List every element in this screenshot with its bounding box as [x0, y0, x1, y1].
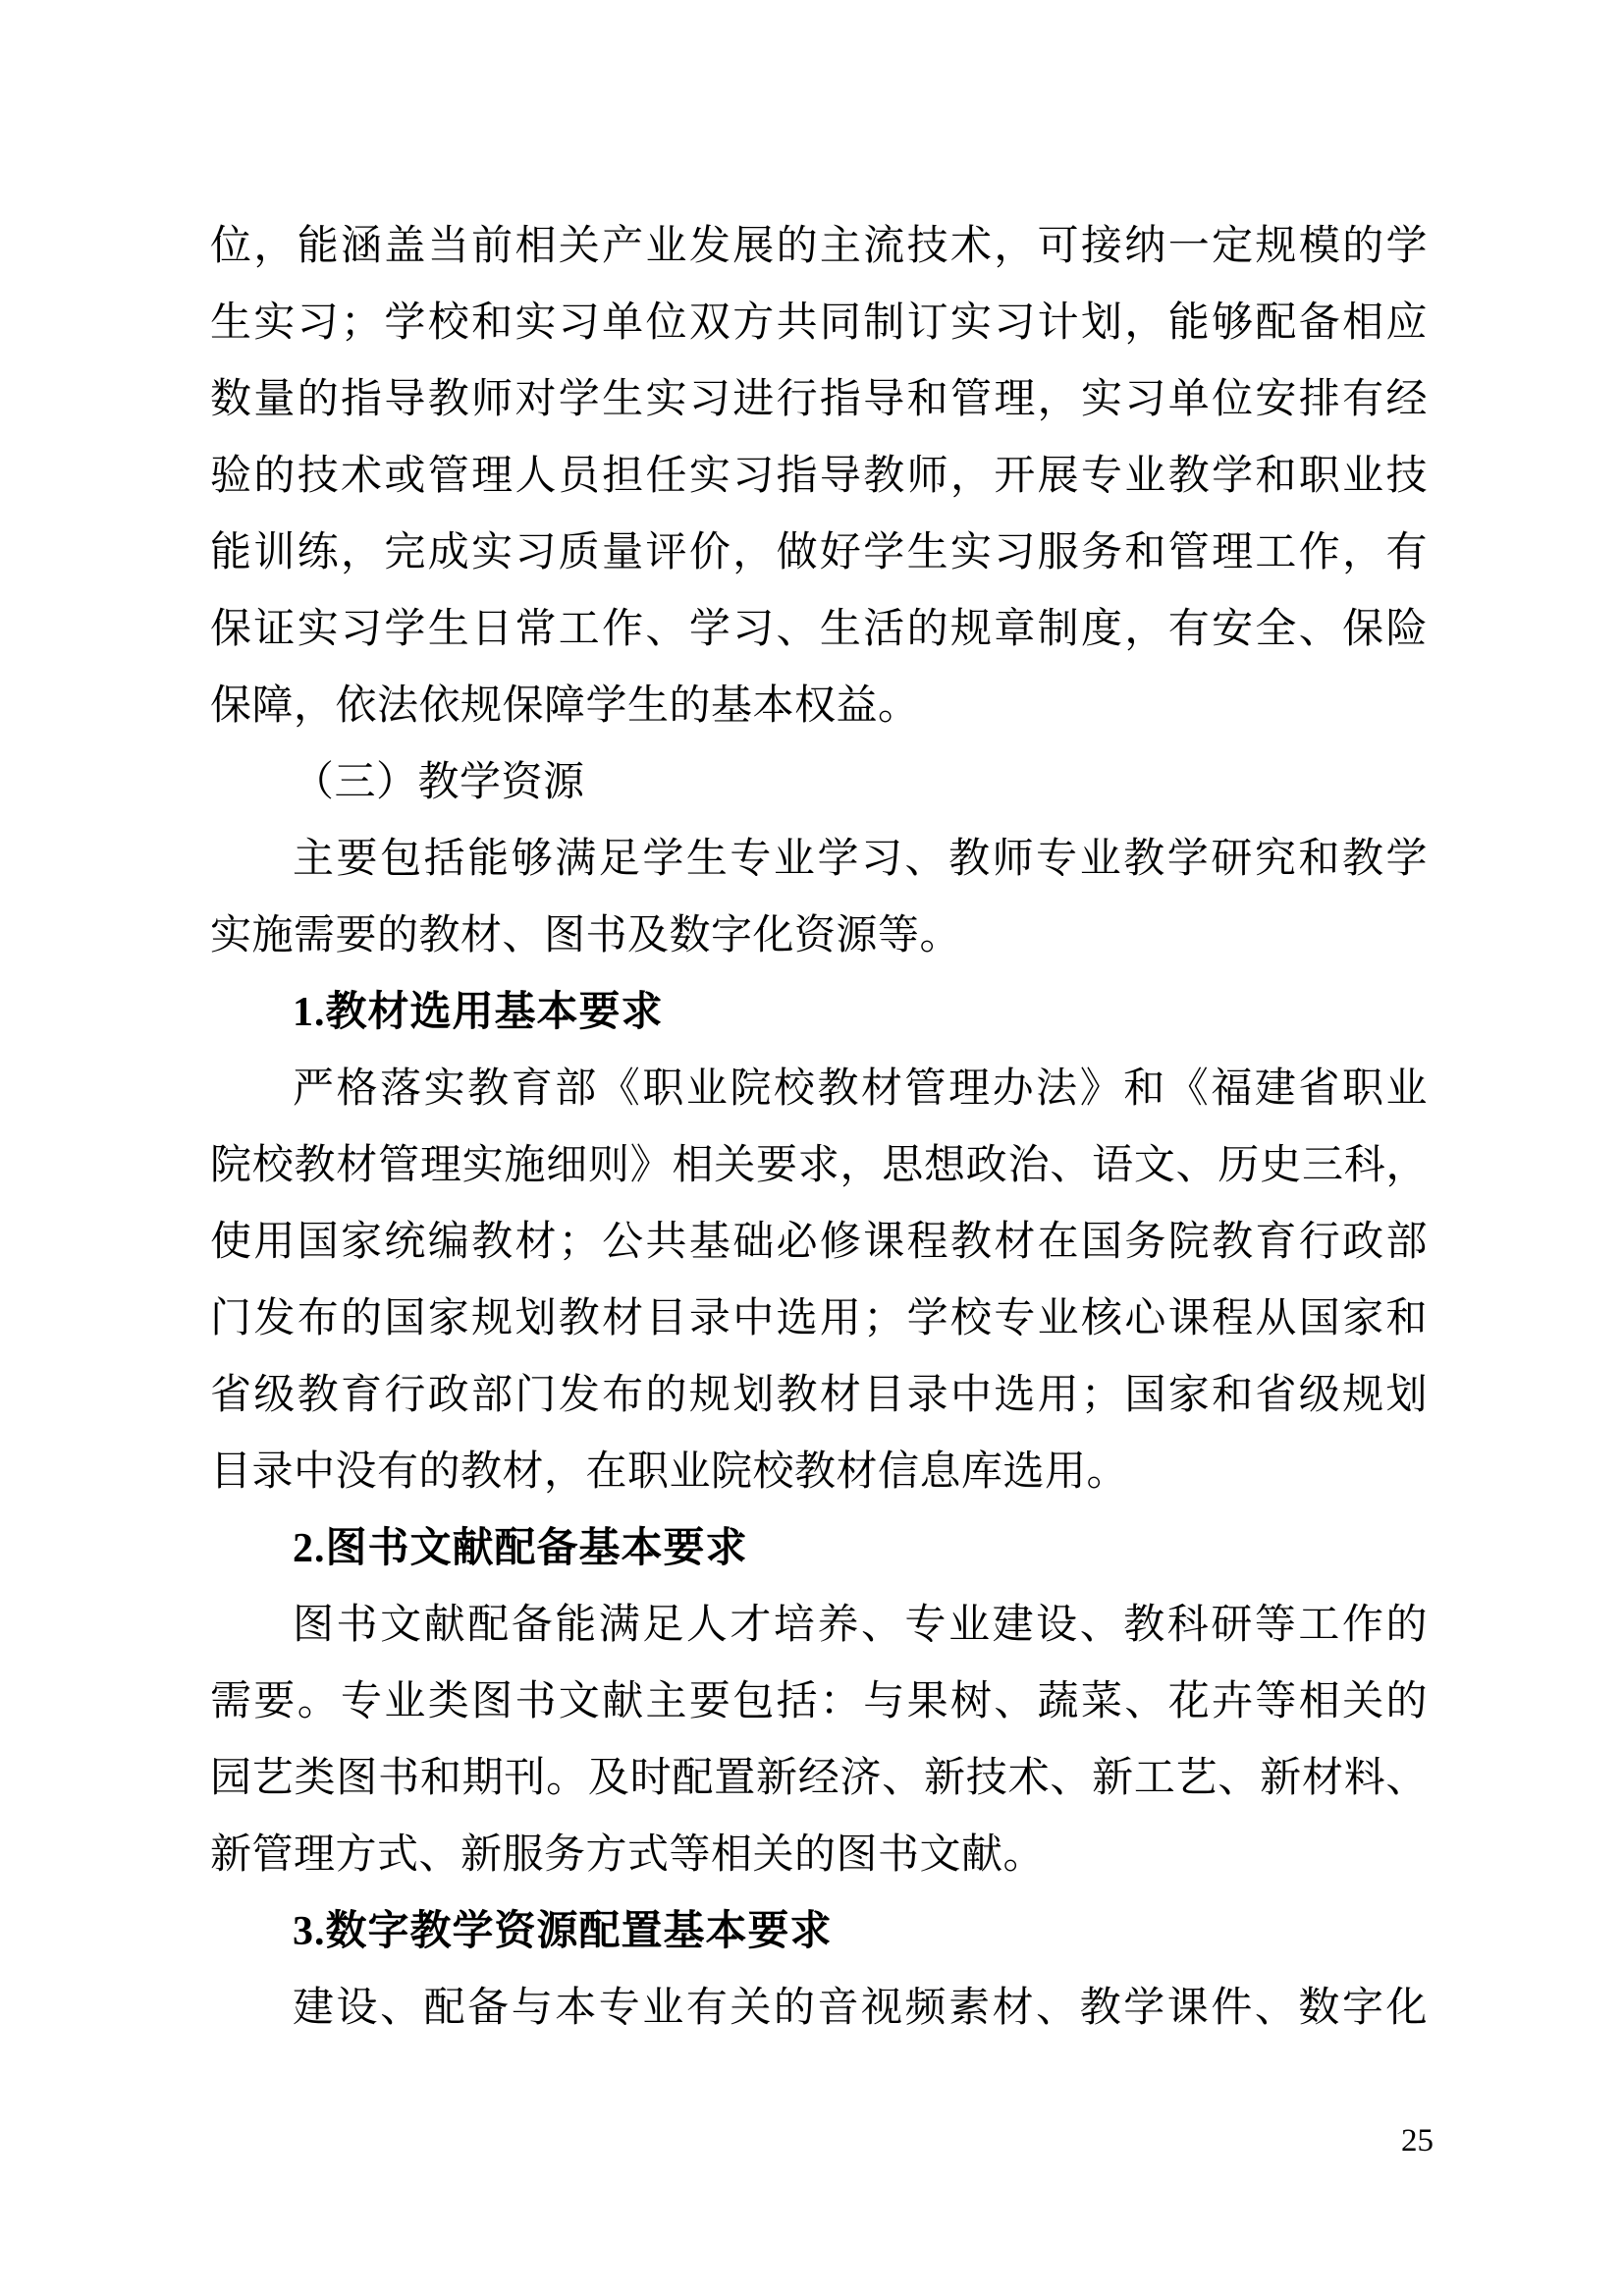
numbered-heading: 1.教材选用基本要求 [293, 990, 664, 1035]
text-line: 保证实习学生日常工作、学习、生活的规章制度，有安全、保险 [210, 607, 1428, 652]
text-line: 院校教材管理实施细则》相关要求，思想政治、语文、历史三科， [210, 1143, 1428, 1188]
numbered-heading: 3.数字教学资源配置基本要求 [293, 1909, 833, 1954]
text-line: 严格落实教育部《职业院校教材管理办法》和《福建省职业 [293, 1066, 1428, 1112]
page-number: 25 [1401, 2123, 1434, 2159]
text-line: 省级教育行政部门发布的规划教材目录中选用；国家和省级规划 [210, 1373, 1428, 1418]
text-line: 需要。专业类图书文献主要包括：与果树、蔬菜、花卉等相关的 [210, 1679, 1428, 1724]
text-line: 位，能涵盖当前相关产业发展的主流技术，可接纳一定规模的学 [210, 224, 1428, 269]
text-line: 使用国家统编教材；公共基础必修课程教材在国务院教育行政部 [210, 1220, 1428, 1265]
text-line: 门发布的国家规划教材目录中选用；学校专业核心课程从国家和 [210, 1296, 1428, 1341]
text-line: 目录中没有的教材，在职业院校教材信息库选用。 [210, 1449, 1129, 1495]
text-line: 验的技术或管理人员担任实习指导教师，开展专业教学和职业技 [210, 454, 1428, 499]
text-line: 能训练，完成实习质量评价，做好学生实习服务和管理工作，有 [210, 530, 1428, 575]
text-line: 新管理方式、新服务方式等相关的图书文献。 [210, 1832, 1046, 1878]
text-line: 生实习；学校和实习单位双方共同制订实习计划，能够配备相应 [210, 301, 1428, 346]
document-body [210, 208, 1428, 2047]
section-heading: （三）教学资源 [293, 760, 585, 805]
text-line: 保障，依法依规保障学生的基本权益。 [210, 683, 920, 729]
text-line: 建设、配备与本专业有关的音视频素材、教学课件、数字化 [293, 1986, 1428, 2031]
text-line: 主要包括能够满足学生专业学习、教师专业教学研究和教学 [293, 837, 1428, 882]
text-line: 实施需要的教材、图书及数字化资源等。 [210, 913, 962, 958]
text-line: 数量的指导教师对学生实习进行指导和管理，实习单位安排有经 [210, 377, 1428, 422]
numbered-heading: 2.图书文献配备基本要求 [293, 1526, 748, 1571]
text-line: 园艺类图书和期刊。及时配置新经济、新技术、新工艺、新材料、 [210, 1756, 1428, 1801]
text-line: 图书文献配备能满足人才培养、专业建设、教科研等工作的 [293, 1603, 1428, 1648]
